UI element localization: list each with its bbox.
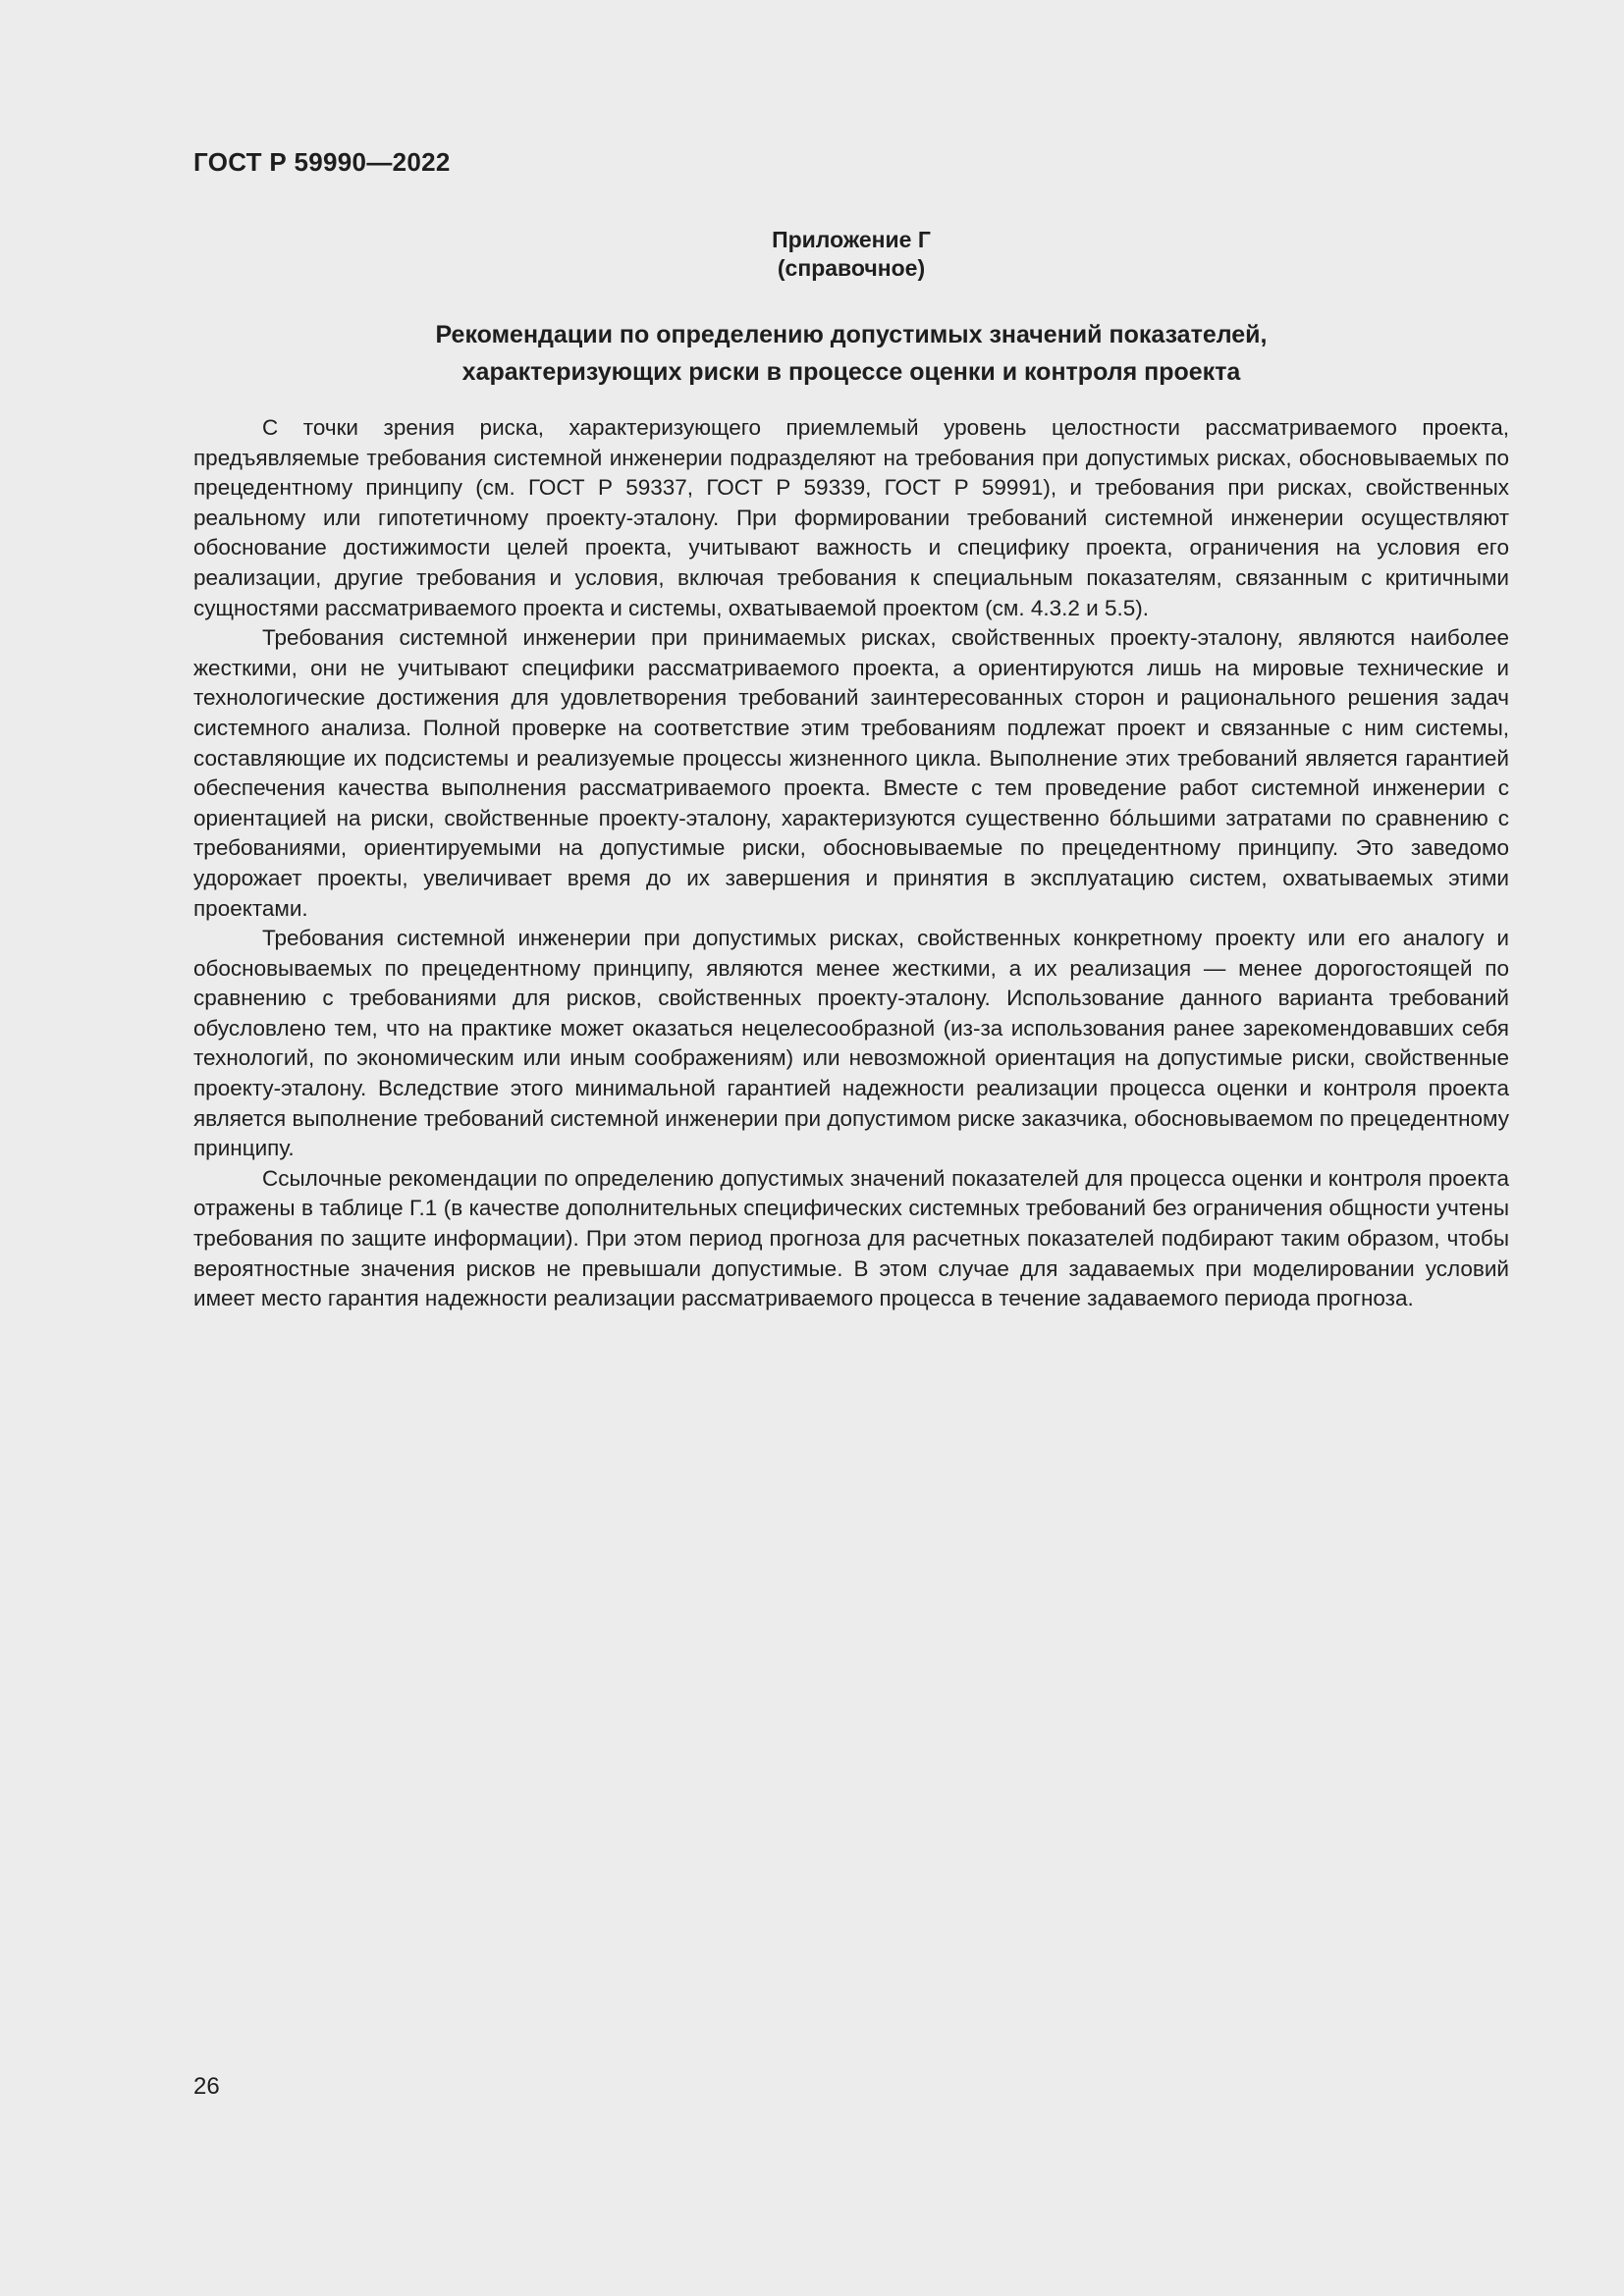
appendix-kind: (справочное) [777,255,926,281]
body-text [193,413,1509,1314]
paragraph-3: Требования системной инженерии при допустимых рисках, свойственных конкретному проекту или его аналогу и обосновываемых по прецедентному принципу, являются менее жесткими, а их реализация — менее дорогостоящей по сравнению с требованиями для рисков, свойственных проекту-эталону. Использование данного варианта требований обусловлено тем, что на практике может оказаться нецелесообразной (из-за использования ранее зарекомендовавших себя технологий, по экономическим или иным соображениям) или невозможной ориентация на допустимые риски, свойственные проекту-эталону. Вследствие этого минимальной гарантией надежности реализации процесса оценки и контроля проекта является выполнение требований системной инженерии при допустимом риске заказчика, обосновываемом по прецедентному принципу. [193,926,1509,1161]
section-title-line-1: Рекомендации по определению допустимых значений показателей, [435,321,1268,348]
document-code-header: ГОСТ Р 59990—2022 [193,147,451,177]
page-number: 26 [193,2073,220,2100]
paragraph-1: С точки зрения риска, характеризующего приемлемый уровень целостности рассматриваемого проекта, предъявляемые требования системной инженерии подразделяют на требования при допустимых рисках, обосновываемых по прецедентному принципу (см. ГОСТ Р 59337, ГОСТ Р 59339, ГОСТ Р 59991), и требования при рисках, свойственных реальному или гипотетичному проекту-эталону. При формировании требований системной инженерии осуществляют обоснование достижимости целей проекта, учитывают важность и специфику проекта, ограничения на условия его реализации, другие требования и условия, включая требования к специальным показателям, связанным с критичными сущностями рассматриваемого проекта и системы, охватываемой проектом (см. 4.3.2 и 5.5). [193,415,1509,620]
section-title-line-2: характеризующих риски в процессе оценки и контроля проекта [461,358,1241,386]
paragraph-2: Требования системной инженерии при принимаемых рисках, свойственных проекту-эталону, являются наиболее жесткими, они не учитывают специфики рассматриваемого проекта, а ориентируются лишь на мировые технические и технологические достижения для удовлетворения требований заинтересованных сторон и рационального решения задач системного анализа. Полной проверке на соответствие этим требованиям подлежат проект и связанные с ним системы, составляющие их подсистемы и реализуемые процессы жизненного цикла. Выполнение этих требований является гарантией обеспечения качества выполнения рассматриваемого проекта. Вместе с тем проведение работ системной инженерии с ориентацией на риски, свойственные проекту-эталону, характеризуются существенно бóльшими затратами по сравнению с требованиями, ориентируемыми на допустимые риски, обосновываемые по прецедентному принципу. Это заведомо удорожает проекты, увеличивает время до их завершения и принятия в эксплуатацию систем, охватываемых этими проектами. [193,625,1509,921]
section-title [193,316,1509,391]
paragraph-4: Ссылочные рекомендации по определению допустимых значений показателей для процесса оценки и контроля проекта отражены в таблице Г.1 (в качестве дополнительных специфических системных требований без ограничения общности учтены требования по защите информации). При этом период прогноза для расчетных показателей подбирают таким образом, чтобы вероятностные значения рисков не превышали допустимые. В этом случае для задаваемых при моделировании условий имеет место гарантия надежности реализации рассматриваемого процесса в течение задаваемого периода прогноза. [193,1165,1509,1311]
appendix-heading [193,226,1509,283]
appendix-label: Приложение Г [772,227,931,252]
